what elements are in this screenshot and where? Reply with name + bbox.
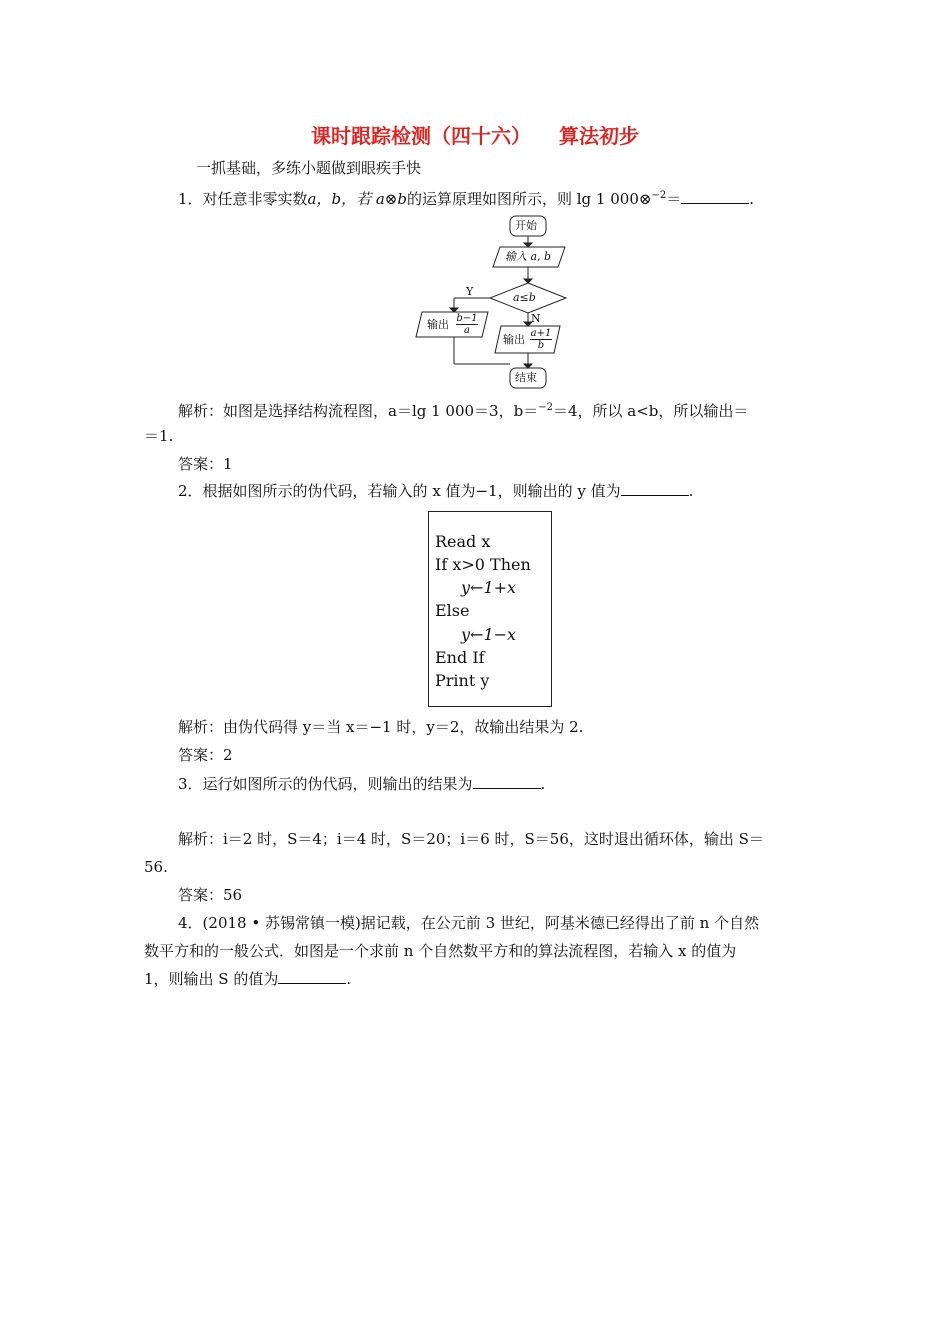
q4-line2: 数平方和的一般公式．如图是一个求前 n 个自然数平方和的算法流程图，若输入 x 的值为	[144, 942, 737, 960]
q3-analysis: 解析：i＝2 时，S＝4；i＝4 时，S＝20；i＝6 时，S＝56，这时退出循环体，输出 S＝	[178, 830, 764, 848]
q1-question: 1．对任意非零实数a，b，若 a⊗b的运算原理如图所示，则 lg 1 000⊗$^{-2}$＝ .	[178, 190, 754, 208]
code-line: Else	[435, 601, 470, 620]
q1-analysis: 解析：如图是选择结构流程图，a＝lg 1 000＝3，b＝$^{-2}$＝4，所以 a<b，所以输出＝	[178, 402, 749, 420]
flow-end: 结束	[515, 371, 537, 384]
flow-start: 开始	[515, 219, 537, 232]
flow-right-output: 输出	[503, 333, 525, 346]
answer-blank	[681, 189, 749, 204]
flow-right-fraction: a+1 b	[530, 328, 552, 351]
code-line: y←1+x	[461, 578, 517, 597]
flow-input: 输入 a, b	[505, 250, 552, 263]
code-line: y←1−x	[461, 625, 517, 644]
title-main: 课时跟踪检测（四十六）	[311, 124, 531, 148]
q1-analysis-cont: ＝1.	[144, 427, 174, 445]
q2-analysis: 解析：由伪代码得 y＝当 x＝−1 时，y＝2，故输出结果为 2.	[178, 718, 584, 736]
code-line: Print y	[435, 671, 490, 690]
q1-answer: 答案：1	[178, 455, 233, 473]
q3-analysis-cont: 56.	[144, 858, 168, 876]
flow-condition: a≤b	[513, 291, 536, 304]
answer-blank	[473, 774, 541, 789]
flow-left-fraction: b−1 a	[456, 313, 478, 336]
answer-blank	[278, 969, 346, 984]
flowchart	[410, 210, 580, 390]
title-sub: 算法初步	[559, 124, 639, 148]
q3-question: 3．运行如图所示的伪代码，则输出的结果为 .	[178, 775, 546, 793]
page-title	[0, 123, 950, 149]
q4-line3: 1，则输出 S 的值为 .	[144, 970, 352, 988]
flow-left-output: 输出	[427, 318, 449, 331]
answer-blank	[621, 481, 689, 496]
q4-line1: 4．(2018 • 苏锡常镇一模)据记载，在公元前 3 世纪，阿基米德已经得出了前 n 个自然	[178, 914, 760, 932]
q3-answer: 答案：56	[178, 886, 243, 904]
flowchart-graphic	[410, 210, 580, 390]
section-heading: 一抓基础，多练小题做到眼疾手快	[196, 159, 422, 177]
q2-question: 2．根据如图所示的伪代码，若输入的 x 值为−1，则输出的 y 值为 .	[178, 482, 694, 500]
flow-yes: Y	[466, 285, 474, 298]
q2-answer: 答案：2	[178, 746, 233, 764]
code-line: End If	[435, 648, 485, 667]
code-line: If x>0 Then	[435, 555, 531, 574]
flow-no: N	[531, 312, 541, 325]
pseudocode-box	[428, 511, 552, 707]
code-line: Read x	[435, 532, 491, 551]
